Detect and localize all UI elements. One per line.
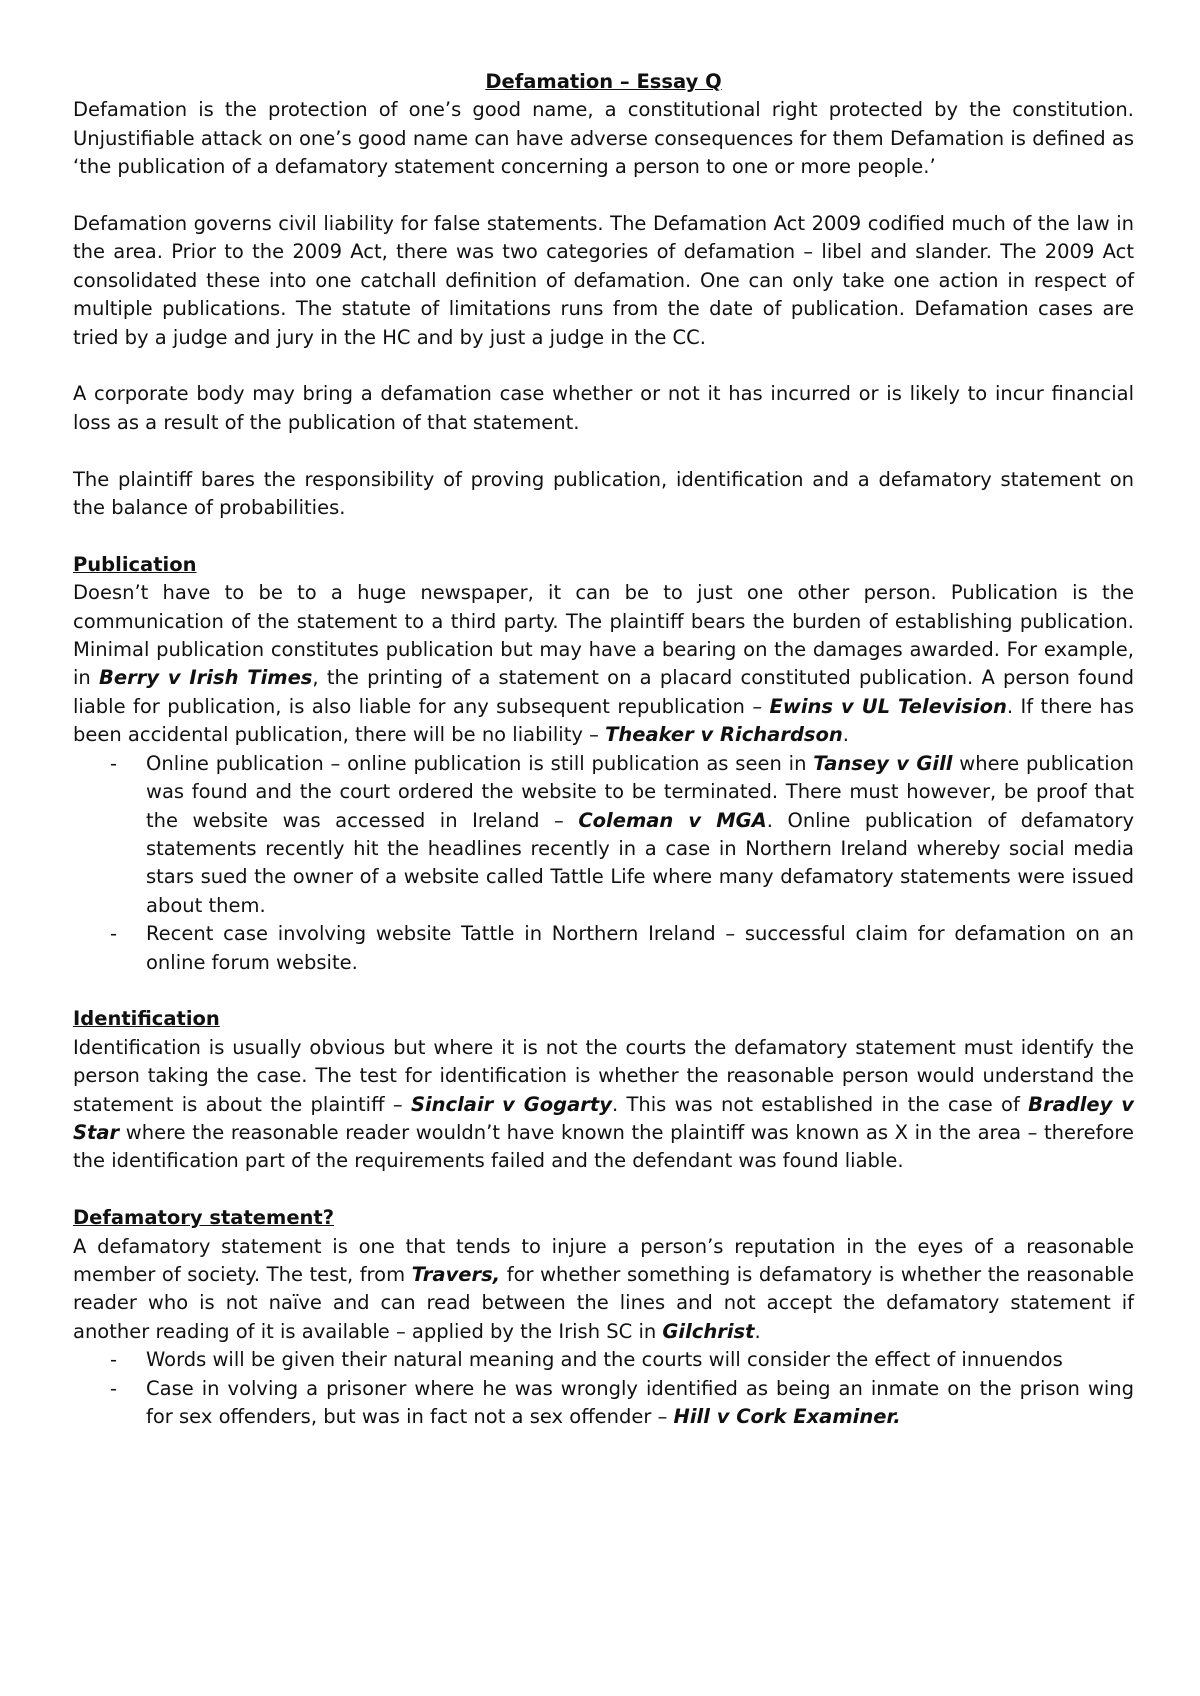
text-run: Online publication – online publication is still publication as seen in: [146, 751, 814, 775]
case-name: Bradley v Star: [73, 1092, 1134, 1144]
case-name: Gilchrist: [662, 1319, 755, 1343]
intro-paragraph-3: A corporate body may bring a defamation case whether or not it has incurred or is likely to incur financial loss as a result of the publication of that statement.: [73, 382, 1134, 434]
text-run: Recent case involving website Tattle in Northern Ireland – successful claim for defamation on an online forum website.: [146, 922, 1134, 974]
text-run: . Online publication of defamatory statements recently hit the headlines recently in a case in Northern Ireland whereby social media stars sued the owner of a website called Tattle Life where many defamatory statements were issued about them.: [146, 808, 1134, 917]
list-item: [110, 1375, 1134, 1432]
dash-bullet: -: [110, 751, 118, 775]
defamatory-statement-heading: Defamatory statement?: [73, 1206, 335, 1230]
publication-paragraph: [73, 579, 1134, 749]
intro-paragraph-1: Defamation is the protection of one’s good name, a constitutional right protected by the constitution. Unjustifiable attack on one’s good name can have adverse consequences for them Defamation is defined as ‘the publication of a defamatory statement concerning a person to one or more people.’: [73, 98, 1134, 179]
text-run: where publication was found and the court ordered the website to be terminated. There must however, be proof that the website was accessed in Ireland –: [146, 751, 1135, 832]
dash-bullet: -: [110, 922, 118, 946]
paragraph-gap: [73, 437, 1134, 465]
case-name: Sinclair v Gogarty: [410, 1092, 612, 1116]
dash-bullet: -: [110, 1376, 118, 1400]
case-name: Theaker v Richardson: [605, 723, 843, 747]
publication-heading: Publication: [73, 552, 197, 576]
text-run: .: [754, 1319, 761, 1343]
case-name: Hill v Cork Examiner.: [673, 1405, 901, 1428]
text-run: A defamatory statement is one that tends to injure a person’s reputation in the eyes of a reasonable member of society. The test, from: [73, 1234, 1134, 1286]
list-item: [110, 1346, 1134, 1374]
paragraph-gap: [73, 352, 1134, 380]
defamatory-statement-paragraph: [73, 1233, 1134, 1347]
text-run: for whether something is defamatory is whether the reasonable reader who is not naïve and can read between the lines and not accept the defamatory statement if another reading of it is available – applied by the Irish SC in: [73, 1262, 1134, 1343]
paragraph-gap: [73, 977, 1134, 1005]
text-run: Doesn’t have to be to a huge newspaper, it can be to just one other person. Publication is the communication of the statement to a third party. The plaintiff bears the burden of establishing publication. Minimal publication constitutes publication but may have a bearing on the damages awarded. For example, in: [73, 581, 1134, 690]
dash-bullet: -: [110, 1348, 118, 1372]
case-name: Coleman v MGA: [578, 808, 767, 832]
list-item: [110, 920, 1134, 977]
publication-bullet-list: [73, 750, 1134, 977]
intro-paragraph-4: The plaintiff bares the responsibility of proving publication, identification and a defamatory statement on the balance of probabilities.: [73, 467, 1134, 520]
paragraph-gap: [73, 182, 1134, 210]
text-run: Identification is usually obvious but where it is not the courts the defamatory statement must identify the person taking the case. The test for identification is whether the reasonable person would understand the statement is about the plaintiff –: [73, 1035, 1134, 1116]
text-run: , the printing of a statement on a placard constituted publication. A person found liable for publication, is also liable for any subsequent republication –: [73, 666, 1134, 718]
list-item: [110, 750, 1135, 920]
identification-heading: Identification: [73, 1007, 220, 1031]
text-run: . This was not established in the case of: [611, 1092, 1029, 1116]
defamatory-bullet-list: [73, 1346, 1134, 1431]
case-name: Berry v Irish Times: [99, 666, 313, 690]
case-name: Tansey v Gill: [813, 751, 953, 775]
intro-paragraph-2: Defamation governs civil liability for false statements. The Defamation Act 2009 codified much of the law in the area. Prior to the 2009 Act, there was two categories of defamation – libel and slander. The 2009 Act consolidated these into one catchall definition of defamation. One can only take one action in respect of multiple publications. The statute of limitations runs from the date of publication. Defamation cases are tried by a judge and jury in the HC and by just a judge in the CC.: [73, 212, 1134, 349]
case-name: Travers,: [411, 1262, 501, 1286]
case-name: Ewins v UL Television: [769, 694, 1007, 718]
text-run: .: [842, 723, 849, 747]
paragraph-gap: [73, 1176, 1134, 1204]
text-run: Case in volving a prisoner where he was wrongly identified as being an inmate on the prison wing for sex offenders, but was in fact not a sex offender –: [146, 1376, 1134, 1428]
paragraph-gap: [73, 522, 1134, 550]
identification-paragraph: [73, 1034, 1134, 1176]
text-run: where the reasonable reader wouldn’t have known the plaintiff was known as X in the area – therefore the identification part of the requirements failed and the defendant was found liable.: [73, 1120, 1134, 1173]
document-title: Defamation – Essay Q: [485, 70, 722, 93]
text-run: . If there has been accidental publication, there will be no liability –: [73, 694, 1135, 747]
text-run: Words will be given their natural meaning and the courts will consider the effect of innuendos: [146, 1348, 1063, 1372]
